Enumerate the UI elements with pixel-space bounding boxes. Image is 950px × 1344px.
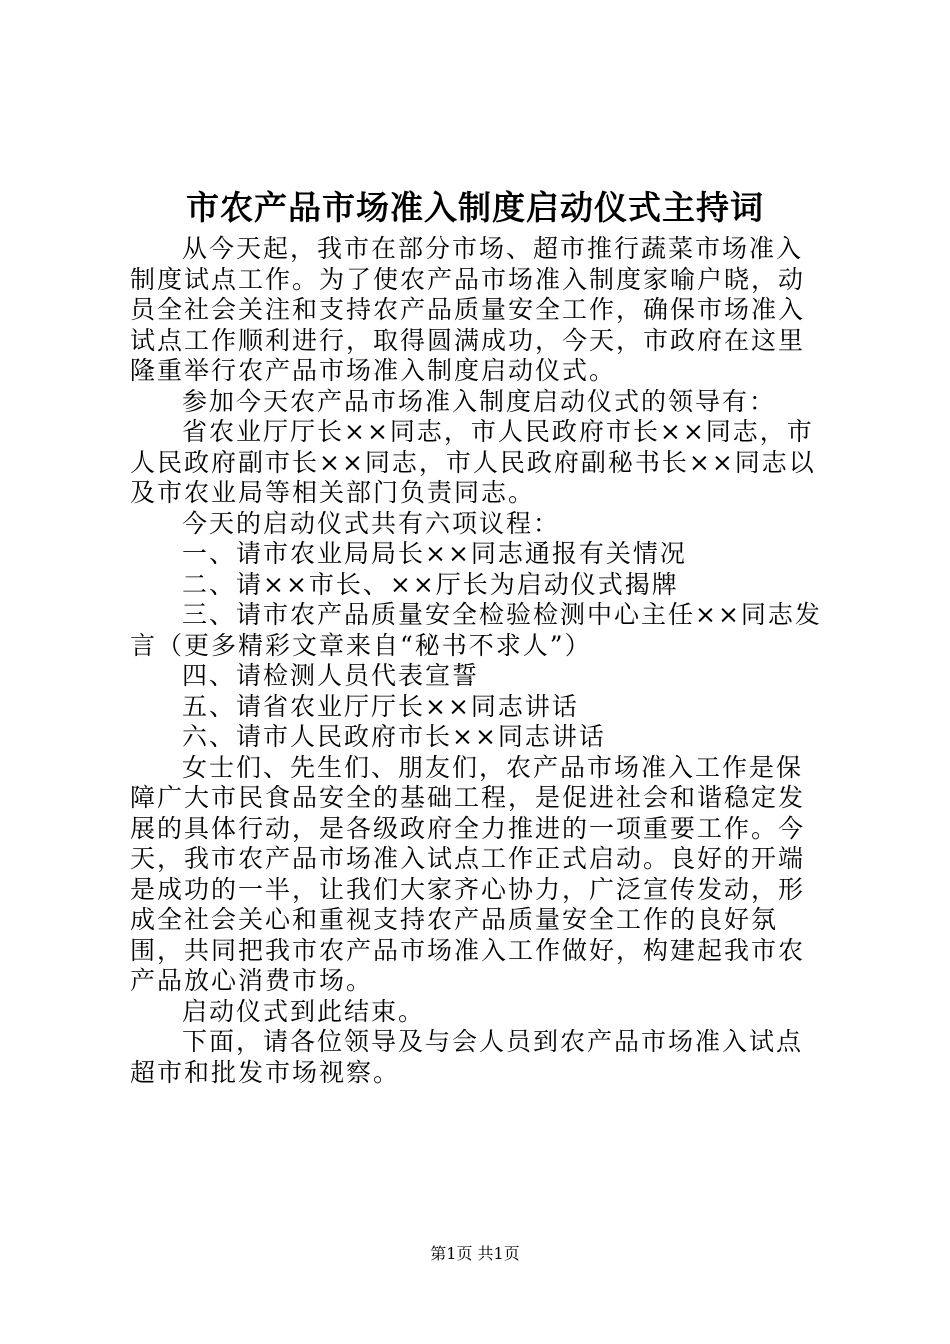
paragraph-closing-speech: 女士们、先生们、朋友们，农产品市场准入工作是保障广大市民食品安全的基础工程，是促进社会和谐稳定发展的具体行动，是各级政府全力推进的一项重要工作。今天，我市农产品市场准入试点工作正式启动。良好的开端是成功的一半，让我们大家齐心协力，广泛宣传发动，形成全社会关心和重视支持农产品质量安全工作的良好氛围，共同把我市农产品市场准入工作做好，构建起我市农产品放心消费市场。 xyxy=(130,752,806,995)
paragraph-leaders-list: 省农业厅厅长××同志，市人民政府市长××同志，市人民政府副市长××同志，市人民政府副秘书长××同志以及市农业局等相关部门负责同志。 xyxy=(130,417,816,507)
agenda-item-2: 二、请××市长、××厅长为启动仪式揭牌 xyxy=(182,569,679,599)
page-footer: 第1页 共1页 xyxy=(430,1244,520,1263)
paragraph-inspection: 下面，请各位领导及与会人员到农产品市场准入试点超市和批发市场视察。 xyxy=(130,1027,804,1087)
agenda-item-4: 四、请检测人员代表宣誓 xyxy=(182,661,480,690)
paragraph-ceremony-end: 启动仪式到此结束。 xyxy=(182,996,426,1026)
agenda-item-3: 三、请市农产品质量安全检验检测中心主任××同志发言（更多精彩文章来自“秘书不求人”） xyxy=(130,600,822,660)
agenda-item-1: 一、请市农业局局长××同志通报有关情况 xyxy=(182,539,687,568)
document-body xyxy=(130,234,828,1088)
paragraph-leaders-intro: 参加今天农产品市场准入制度启动仪式的领导有： xyxy=(182,386,777,416)
paragraph-opening: 从今天起，我市在部分市场、超市推行蔬菜市场准入制度试点工作。为了使农产品市场准入制度家喻户晓，动员全社会关注和支持农产品质量安全工作，确保市场准入试点工作顺利进行，取得圆满成功，今天，市政府在这里隆重举行农产品市场准入制度启动仪式。 xyxy=(130,234,806,385)
paragraph-agenda-intro: 今天的启动仪式共有六项议程： xyxy=(182,508,561,538)
agenda-item-6: 六、请市人民政府市长××同志讲话 xyxy=(182,722,606,751)
agenda-item-5: 五、请省农业厅厅长××同志讲话 xyxy=(182,691,579,721)
document-title: 市农产品市场准入制度启动仪式主持词 xyxy=(186,188,764,227)
